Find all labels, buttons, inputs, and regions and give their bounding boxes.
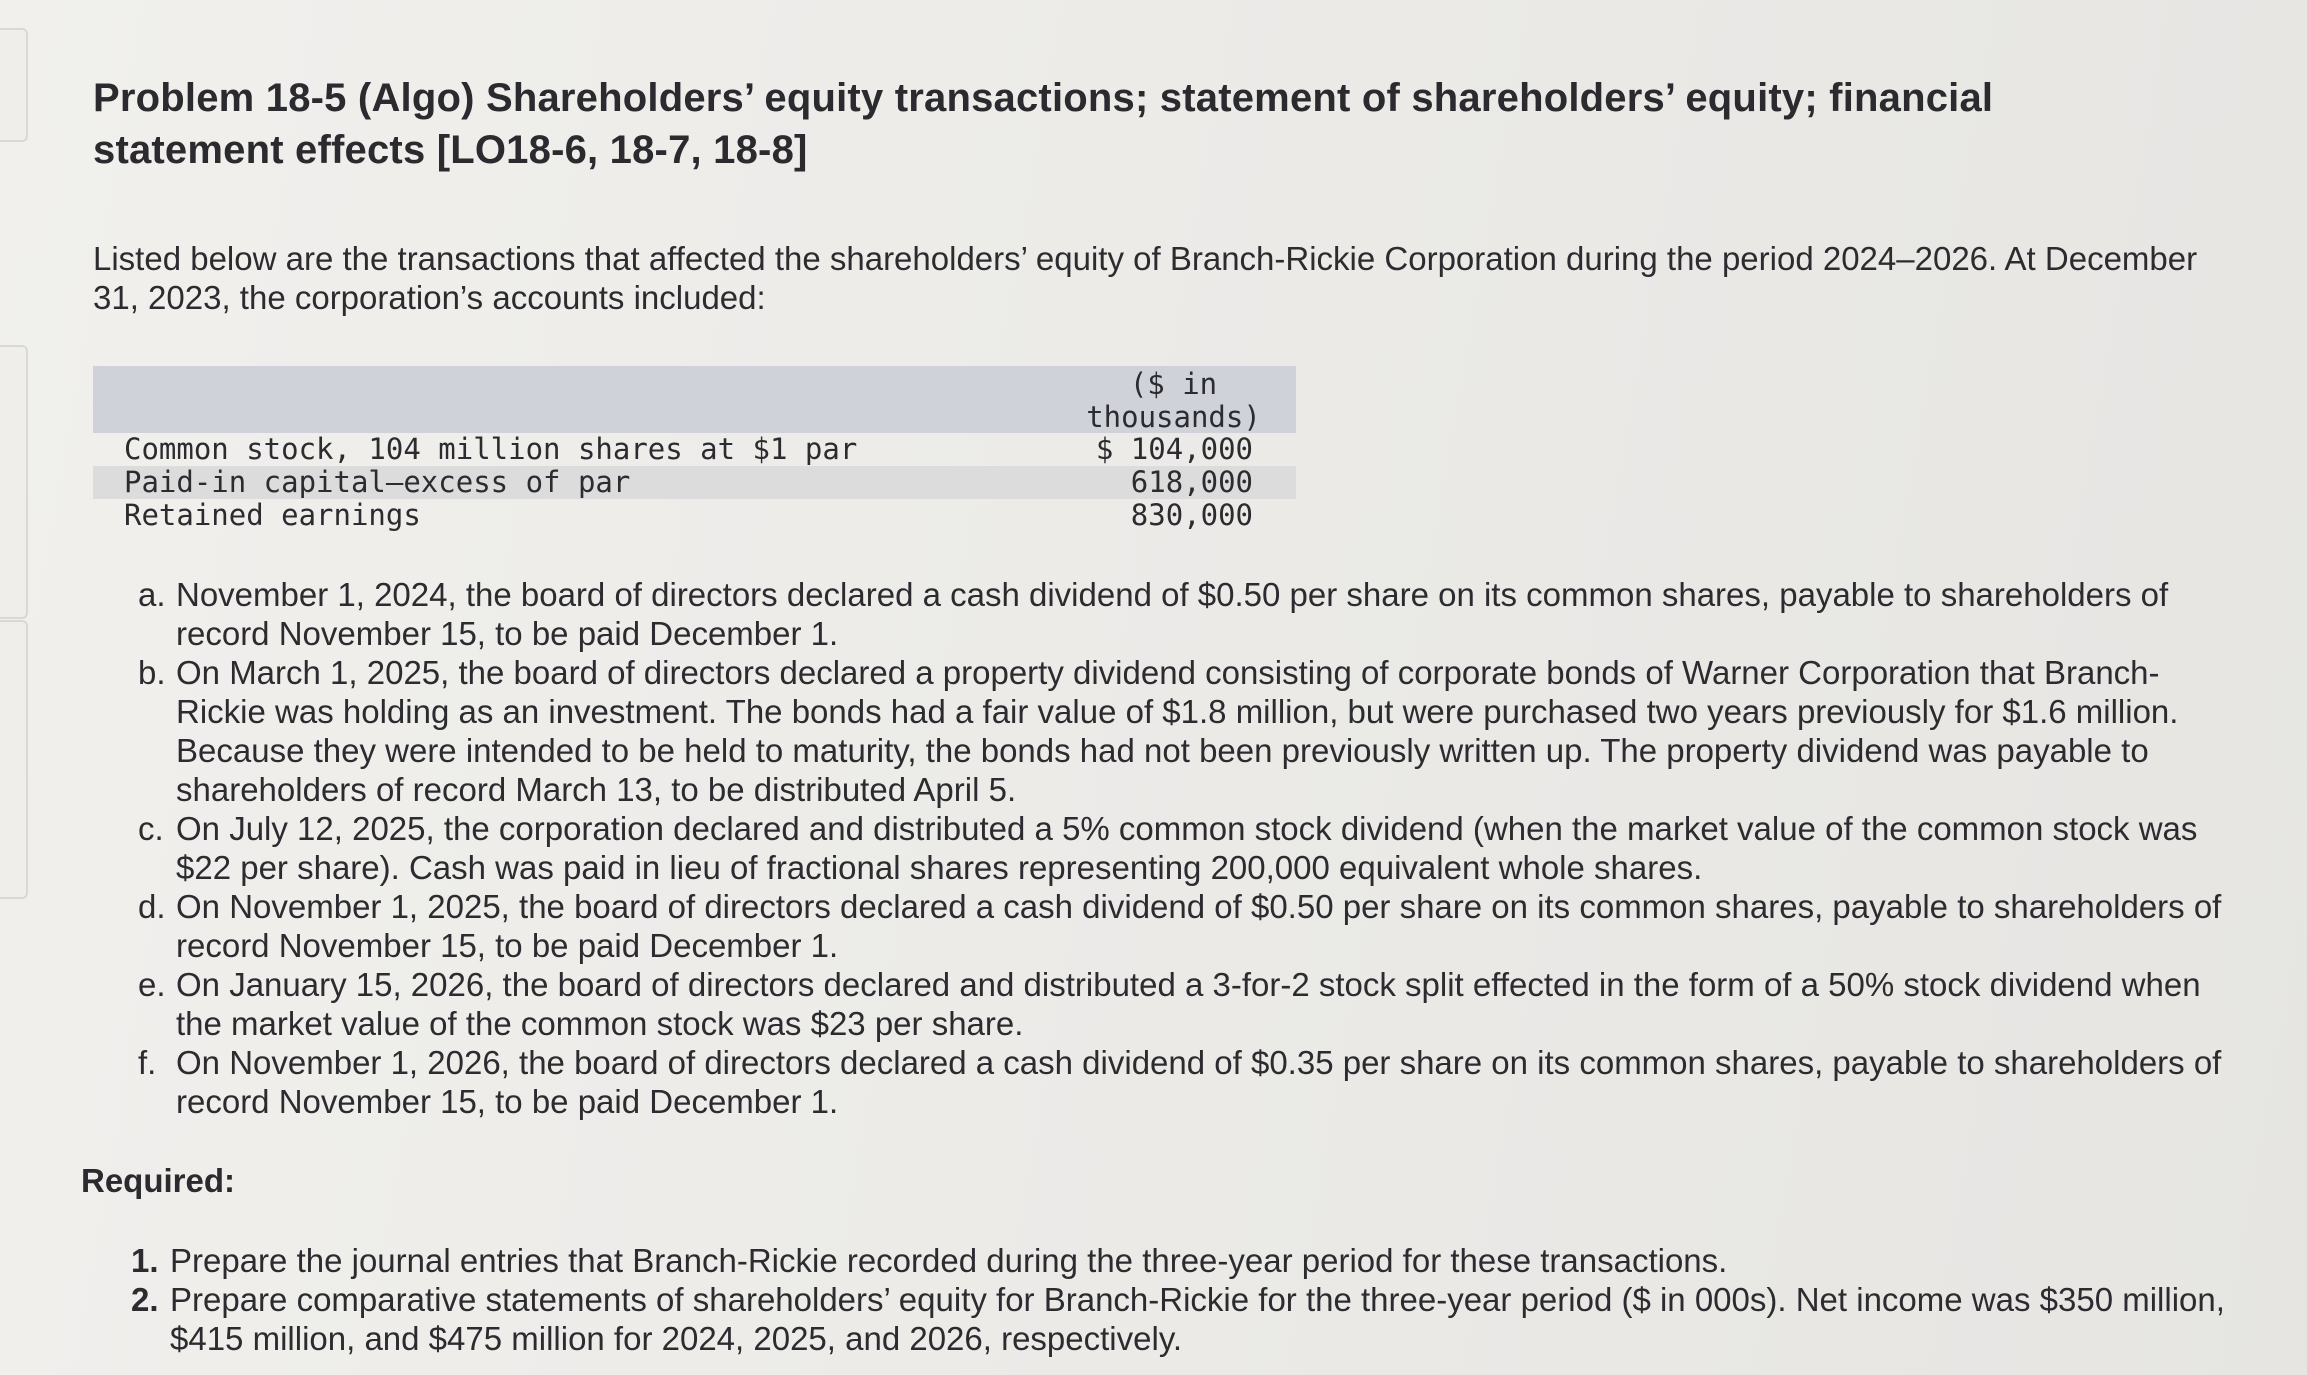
edge-tab [0,620,28,899]
edge-tab [0,345,28,619]
table-row [93,499,1296,532]
item-marker: d. [138,888,166,925]
list-item [131,1280,2231,1358]
table-row [93,466,1296,499]
edge-tab [0,28,28,142]
list-item [131,1241,2231,1280]
item-text: On January 15, 2026, the board of directors declared and distributed a 3-for-2 stock split effected in the form of a 50% stock dividend when the market value of the common stock was $23 per share. [176,966,2201,1042]
item-marker: b. [138,654,166,691]
table-row [93,433,1296,466]
amount-column-header [1051,366,1296,434]
row-amount: 830,000 [1130,498,1253,532]
list-item [138,1043,2228,1121]
intro-paragraph: Listed below are the transactions that affected the shareholders’ equity of Branch-Rickie Corporation during the period 2024–2026. At December 31, 2023, the corporation’s accounts included: [93,240,2198,316]
item-marker: f. [138,1044,157,1081]
required-heading: Required: [81,1162,236,1199]
list-item [138,887,2228,965]
header-line-2: thousands) [1086,400,1261,434]
list-item [138,809,2228,887]
header-line-1: ($ in [1129,367,1218,401]
requirements-list [131,1241,2231,1358]
row-amount: 618,000 [1130,465,1253,499]
table-header [93,366,1296,433]
item-marker: c. [138,810,164,847]
list-item [138,575,2228,653]
list-item [138,965,2228,1043]
left-edge-tabs [0,0,26,1375]
opening-balances-table [93,366,1296,532]
row-amount: $ 104,000 [1095,432,1253,466]
item-marker: 1. [131,1242,159,1279]
item-text: On November 1, 2026, the board of directors declared a cash dividend of $0.35 per share on its common shares, payable to shareholders of record November 15, to be paid December 1. [176,1044,2222,1120]
row-label: Common stock, 104 million shares at $1 par [124,432,858,466]
problem-title: Problem 18-5 (Algo) Shareholders’ equity transactions; statement of shareholders’ equity; financial statement effects [LO18-6, 18-7, 18-8] [93,76,1994,172]
item-text: Prepare comparative statements of shareholders’ equity for Branch-Rickie for the three-year period ($ in 000s). Net income was $350 million, $415 million, and $475 million for 2024, 2025, and 2026, respectively. [170,1281,2225,1357]
row-label: Retained earnings [124,498,421,532]
item-text: November 1, 2024, the board of directors declared a cash dividend of $0.50 per share on its common shares, payable to shareholders of record November 15, to be paid December 1. [176,576,2169,652]
list-item [138,653,2228,809]
item-text: On July 12, 2025, the corporation declared and distributed a 5% common stock dividend (when the market value of the common stock was $22 per share). Cash was paid in lieu of fractional shares representing 200,000 equivalent whole shares. [176,810,2198,886]
row-label: Paid-in capital—excess of par [124,465,631,499]
item-text: On March 1, 2025, the board of directors declared a property dividend consisting of corporate bonds of Warner Corporation that Branch-Rickie was holding as an investment. The bonds had a fair value of $1.8 million, but were purchased two years previously for $1.6 million. Because they were intended to be held to maturity, the bonds had not been previously written up. The property dividend was payable to shareholders of record March 13, to be distributed April 5. [176,654,2179,808]
item-text: Prepare the journal entries that Branch-Rickie recorded during the three-year period for these transactions. [170,1242,1728,1279]
item-marker: a. [138,576,166,613]
item-text: On November 1, 2025, the board of directors declared a cash dividend of $0.50 per share on its common shares, payable to shareholders of record November 15, to be paid December 1. [176,888,2222,964]
item-marker: 2. [131,1281,159,1318]
item-marker: e. [138,966,166,1003]
transactions-list [138,575,2228,1121]
